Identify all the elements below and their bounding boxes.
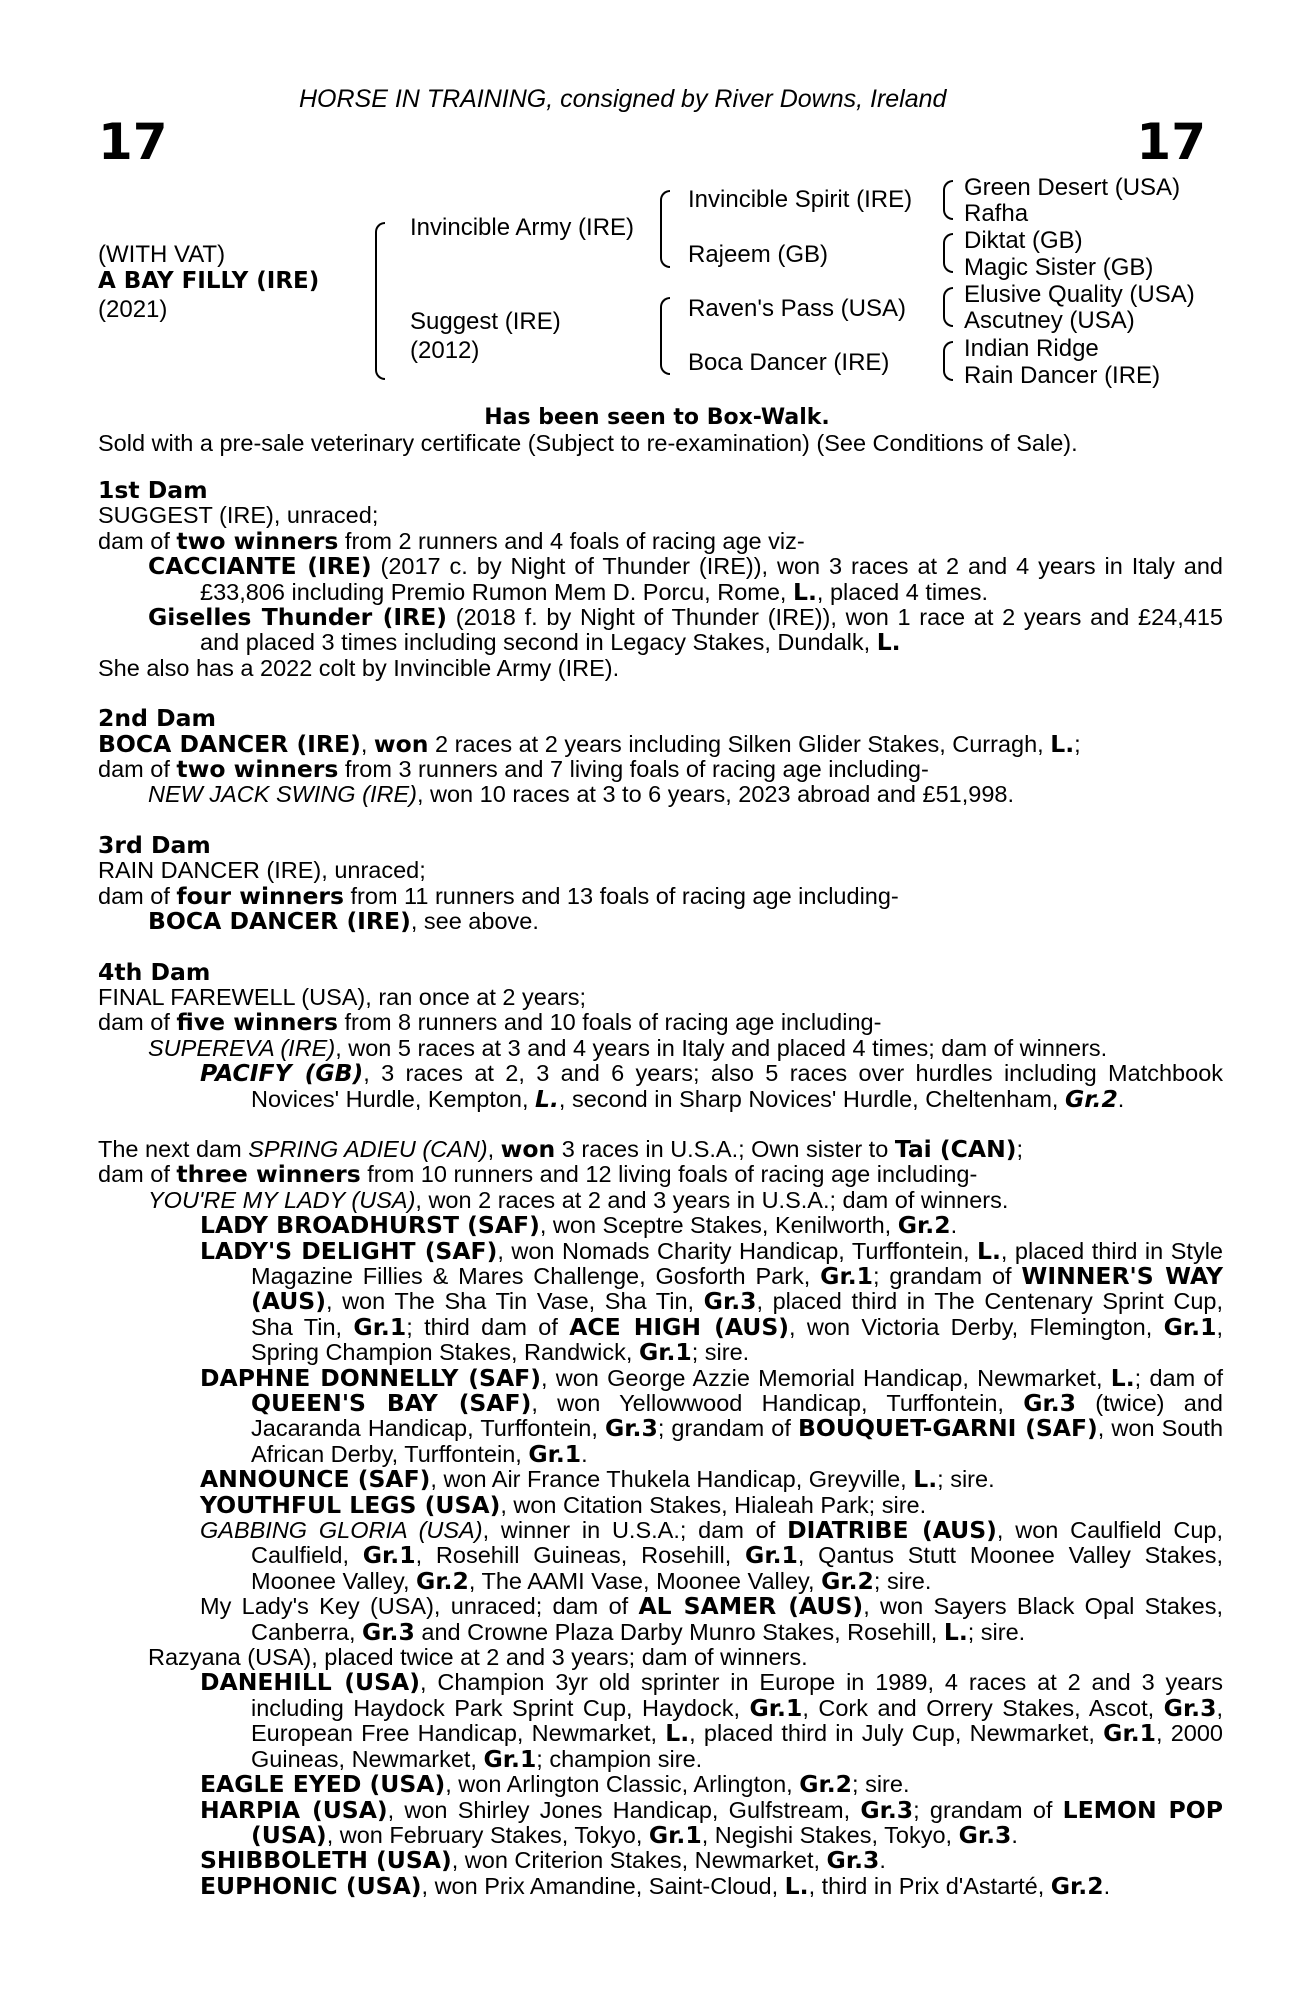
- produce-summary: dam of four winners from 11 runners and 13 foals of racing age including-: [98, 881, 899, 910]
- produce-record: [98, 478, 1223, 1899]
- dam-intro: SUGGEST (IRE), unraced;: [98, 502, 379, 529]
- pedigree-ddd: Rain Dancer (IRE): [964, 362, 1161, 389]
- pedigree-ss: Invincible Spirit (IRE): [688, 186, 913, 213]
- dam-intro: BOCA DANCER (IRE), won 2 races at 2 years including Silken Glider Stakes, Curragh, L.;: [98, 729, 1081, 758]
- pedigree-brace: [943, 180, 953, 201]
- produce-entry: YOU'RE MY LADY (USA), won 2 races at 2 and 3 years in U.S.A.; dam of winners.: [148, 1186, 1009, 1213]
- pedigree-dd: Boca Dancer (IRE): [688, 349, 890, 376]
- produce-entry: CACCIANTE (IRE) (2017 c. by Night of Thunder (IRE)), won 3 races at 2 and 4 years in Italy and £33,806 including Premio Rumon Mem D. Porcu, Rome, L., placed 4 times.: [148, 552, 1223, 606]
- section-heading: 2nd Dam: [98, 704, 216, 733]
- produce-entry: EUPHONIC (USA), won Prix Amandine, Saint-Cloud, L., third in Prix d'Astarté, Gr.2.: [200, 1871, 1111, 1900]
- pedigree-brace: [660, 297, 670, 337]
- produce-summary: dam of five winners from 8 runners and 10 foals of racing age including-: [98, 1008, 882, 1037]
- section-heading: 1st Dam: [98, 476, 208, 504]
- lot-number-right: 17: [1136, 113, 1206, 171]
- produce-entry: PACIFY (GB), 3 races at 2, 3 and 6 years; also 5 races over hurdles including Matchbook Novices' Hurdle, Kempton, L., second in Sharp Novices' Hurdle, Cheltenham, Gr.2.: [200, 1059, 1224, 1113]
- produce-summary: dam of two winners from 2 runners and 4 foals of racing age viz-: [98, 526, 805, 555]
- pedigree-ds: Raven's Pass (USA): [688, 295, 906, 322]
- box-walk-note: Has been seen to Box-Walk.: [484, 405, 830, 430]
- produce-entry: DANEHILL (USA), Champion 3yr old sprinter in Europe in 1989, 4 races at 2 and 3 years including Haydock Park Sprint Cup, Haydock, Gr.1, Cork and Orrery Stakes, Ascot, Gr.3, European Free Handicap, Newmarket, L., placed third in July Cup, Newmarket, Gr.1, 2000 Guineas, Newmarket, Gr.1; champion sire.: [200, 1668, 1223, 1773]
- pedigree-sire: Invincible Army (IRE): [410, 214, 635, 241]
- pedigree-sss: Green Desert (USA): [964, 174, 1181, 201]
- pedigree-dsd: Ascutney (USA): [964, 307, 1135, 334]
- produce-entry: Razyana (USA), placed twice at 2 and 3 years; dam of winners.: [148, 1644, 808, 1671]
- pedigree-brace: [943, 360, 953, 381]
- produce-entry: YOUTHFUL LEGS (USA), won Citation Stakes, Hialeah Park; sire.: [200, 1490, 927, 1519]
- pedigree-brace: [375, 222, 385, 290]
- produce-entry: EAGLE EYED (USA), won Arlington Classic, Arlington, Gr.2; sire.: [200, 1770, 910, 1799]
- produce-entry: SUPEREVA (IRE), won 5 races at 3 and 4 years in Italy and placed 4 times; dam of winners.: [148, 1034, 1108, 1061]
- lot-number-left: 17: [98, 113, 168, 171]
- produce-entry: NEW JACK SWING (IRE), won 10 races at 3 to 6 years, 2023 abroad and £51,998.: [148, 781, 1015, 808]
- pedigree-brace: [943, 287, 953, 308]
- produce-entry: My Lady's Key (USA), unraced; dam of AL SAMER (AUS), won Sayers Black Opal Stakes, Canberra, Gr.3 and Crowne Plaza Darby Munro Stakes, Rosehill, L.; sire.: [200, 1592, 1224, 1646]
- produce-entry: LADY BROADHURST (SAF), won Sceptre Stakes, Kenilworth, Gr.2.: [200, 1211, 958, 1240]
- page-header: HORSE IN TRAINING, consigned by River Downs, Ireland: [299, 85, 947, 113]
- pedigree-sdd: Magic Sister (GB): [964, 254, 1154, 281]
- vat-note: (WITH VAT): [98, 241, 226, 268]
- section-heading: 3rd Dam: [98, 830, 211, 859]
- pedigree-brace: [660, 335, 670, 375]
- produce-entry: HARPIA (USA), won Shirley Jones Handicap, Gulfstream, Gr.3; grandam of LEMON POP (USA), won February Stakes, Tokyo, Gr.1, Negishi Stakes, Tokyo, Gr.3.: [200, 1795, 1223, 1849]
- produce-entry: Giselles Thunder (IRE) (2018 f. by Night of Thunder (IRE)), won 1 race at 2 years and £24,415 and placed 3 times including second in Legacy Stakes, Dundalk, L.: [148, 603, 1223, 657]
- produce-entry: LADY'S DELIGHT (SAF), won Nomads Charity Handicap, Turffontein, L., placed third in Style Magazine Fillies & Mares Challenge, Gosforth Park, Gr.1; grandam of WINNER'S WAY (AUS), won The Sha Tin Vase, Sha Tin, Gr.3, placed third in The Centenary Sprint Cup, Sha Tin, Gr.1; third dam of ACE HIGH (AUS), won Victoria Derby, Flemington, Gr.1, Spring Champion Stakes, Randwick, Gr.1; sire.: [200, 1236, 1223, 1367]
- produce-summary: dam of three winners from 10 runners and 12 living foals of racing age including-: [98, 1160, 978, 1189]
- pedigree-brace: [375, 288, 385, 380]
- pedigree-brace: [943, 199, 953, 220]
- vet-note: Sold with a pre-sale veterinary certificate (Subject to re-examination) (See Conditions of Sale).: [98, 430, 1078, 456]
- produce-entry: GABBING GLORIA (USA), winner in U.S.A.; dam of DIATRIBE (AUS), won Caulfield Cup, Caulfield, Gr.1, Rosehill Guineas, Rosehill, Gr.1, Qantus Stutt Moonee Valley Stakes, Moonee Valley, Gr.2, The AAMI Vase, Moonee Valley, Gr.2; sire.: [200, 1516, 1223, 1595]
- next-dam-intro: The next dam SPRING ADIEU (CAN), won 3 races in U.S.A.; Own sister to Tai (CAN);: [98, 1134, 1024, 1163]
- produce-entry: DAPHNE DONNELLY (SAF), won George Azzie Memorial Handicap, Newmarket, L.; dam of QUEEN'S BAY (SAF), won Yellowwood Handicap, Turffontein, Gr.3 (twice) and Jacaranda Handicap, Turffontein, Gr.3; grandam of BOUQUET-GARNI (SAF), won South African Derby, Turffontein, Gr.1.: [200, 1363, 1224, 1468]
- produce-entry: BOCA DANCER (IRE), see above.: [148, 907, 539, 936]
- pedigree-brace: [943, 252, 953, 273]
- pedigree-dss: Elusive Quality (USA): [964, 281, 1195, 308]
- pedigree-dam: Suggest (IRE): [410, 308, 561, 335]
- horse-year: (2021): [98, 296, 168, 323]
- pedigree-brace: [943, 233, 953, 254]
- pedigree-dds: Indian Ridge: [964, 335, 1099, 362]
- dam-intro: FINAL FAREWELL (USA), ran once at 2 years;: [98, 983, 587, 1010]
- pedigree-brace: [660, 228, 670, 268]
- also-note: She also has a 2022 colt by Invincible Army (IRE).: [98, 654, 620, 681]
- pedigree-brace: [660, 190, 670, 230]
- pedigree-brace: [943, 341, 953, 362]
- section-heading: 4th Dam: [98, 957, 211, 986]
- pedigree-dam-year: (2012): [410, 337, 480, 364]
- pedigree-brace: [943, 306, 953, 327]
- dam-intro: RAIN DANCER (IRE), unraced;: [98, 857, 426, 884]
- produce-summary: dam of two winners from 3 runners and 7 living foals of racing age including-: [98, 755, 929, 784]
- produce-entry: SHIBBOLETH (USA), won Criterion Stakes, Newmarket, Gr.3.: [200, 1846, 886, 1875]
- produce-entry: ANNOUNCE (SAF), won Air France Thukela Handicap, Greyville, L.; sire.: [200, 1465, 995, 1494]
- pedigree-sds: Diktat (GB): [964, 227, 1083, 254]
- horse-name: A BAY FILLY (IRE): [98, 268, 320, 294]
- pedigree-sd: Rajeem (GB): [688, 241, 829, 268]
- pedigree-ssd: Rafha: [964, 200, 1029, 227]
